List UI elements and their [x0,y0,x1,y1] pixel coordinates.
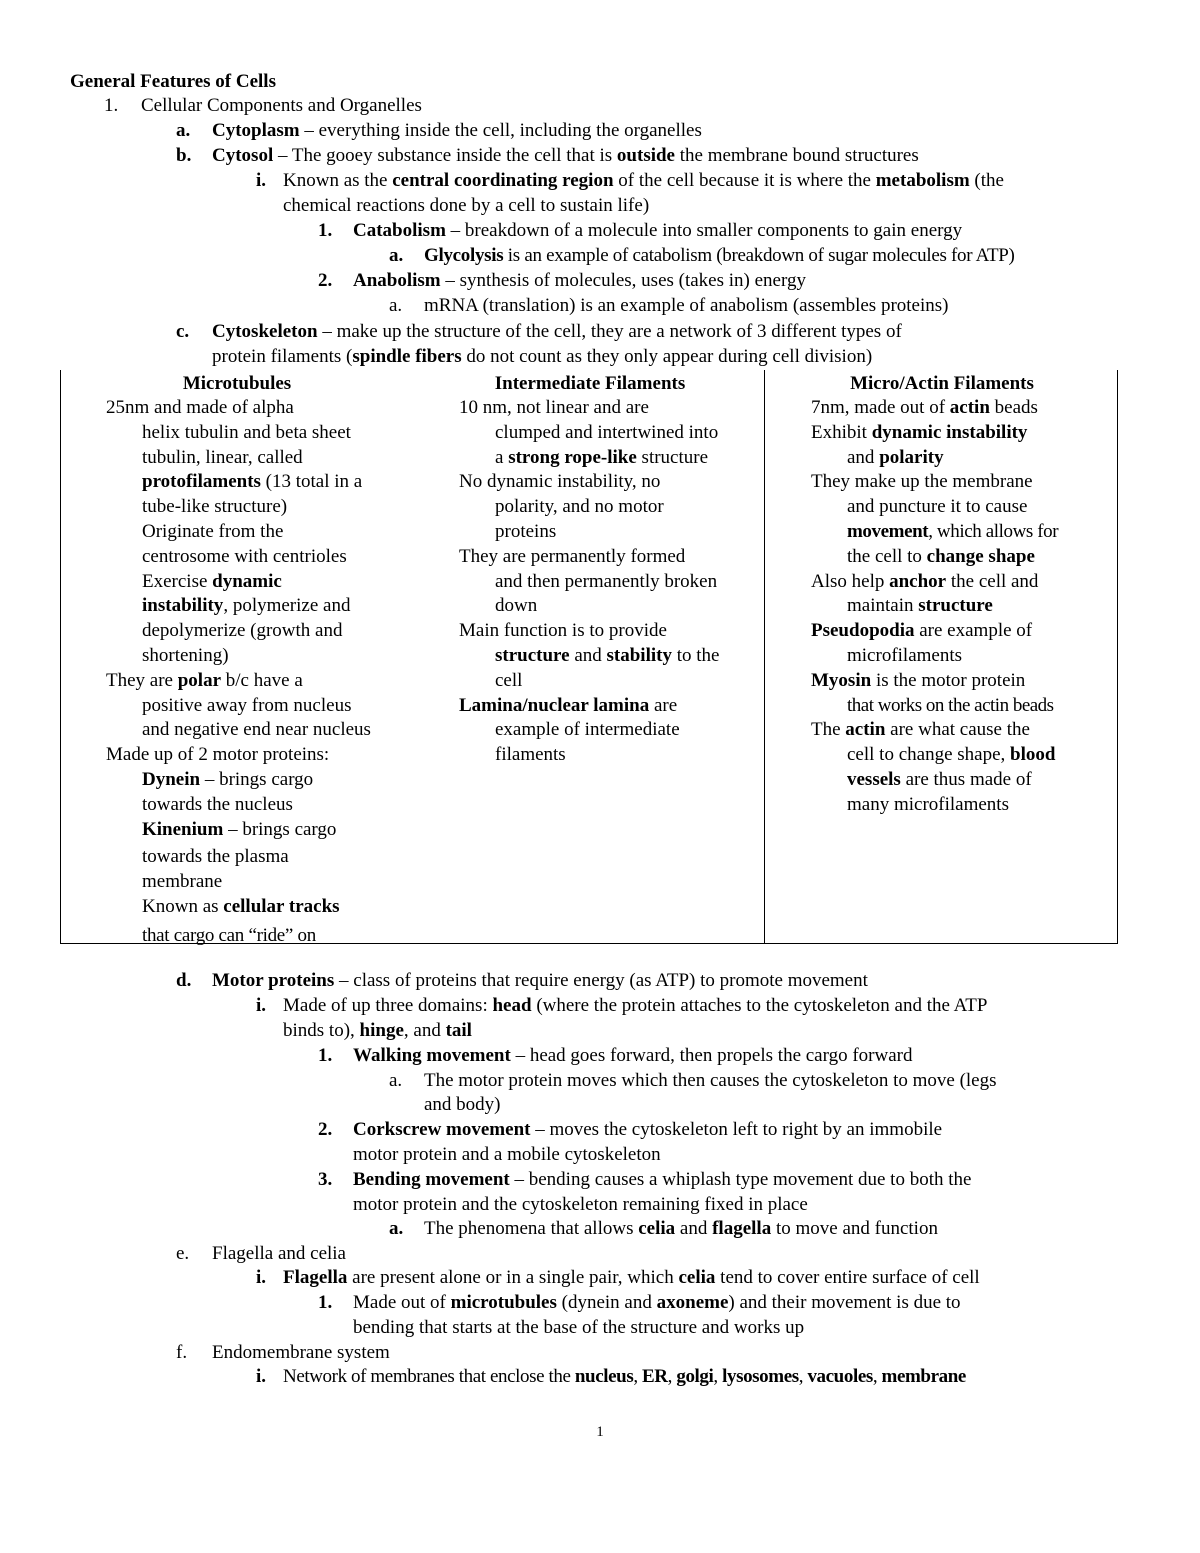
table-cell-line: The actin are what cause the [811,719,1030,741]
column-header: Intermediate Filaments [494,373,686,394]
page-number: 1 [596,1424,604,1440]
table-cell-line: Myosin is the motor protein [811,669,1026,691]
table-cell-line: protofilaments (13 total in a [142,471,363,493]
outline-item-corkscrew: Corkscrew movement – moves the cytoskeleton left to right by an immobile [353,1119,943,1140]
table-cell-line: cell [495,669,523,691]
table-cell-line: clumped and intertwined into [495,421,719,443]
list-marker: a. [176,120,191,141]
list-marker: 1. [318,1292,333,1313]
table-cell-line: structure and stability to the [495,644,720,666]
outline-item-catabolism: Catabolism – breakdown of a molecule into smaller components to gain energy [353,220,963,241]
table-cell-line: that cargo can “ride” on [142,924,316,946]
table-cell-line: movement, which allows for [847,520,1059,542]
table-cell-line: microfilaments [847,644,963,666]
outline-item-walking-a-cont: and body) [424,1094,501,1115]
list-marker: f. [176,1342,188,1363]
list-marker: 1. [318,1045,333,1066]
table-cell-line: helix tubulin and beta sheet [142,421,351,443]
table-cell-line: cell to change shape, blood [847,744,1056,766]
table-cell-line: 7nm, made out of actin beads [811,397,1038,418]
table-cell-line: a strong rope-like structure [495,446,709,468]
table-column-actin-filaments [811,372,1141,818]
table-cell-line: Exercise dynamic [142,570,282,592]
table-cell-line: polarity, and no motor [495,496,664,518]
outline-item-e-i-1-cont: bending that starts at the base of the structure and works up [353,1317,805,1338]
table-cell-line: Dynein – brings cargo [142,768,314,790]
table-cell-line: and negative end near nucleus [142,719,371,741]
table-cell-line: vessels are thus made of [847,768,1032,790]
table-cell-line: and puncture it to cause [847,496,1028,518]
outline-item-mrna: mRNA (translation) is an example of anabolism (assembles proteins) [424,295,949,316]
table-cell-line: Kinenium – brings cargo [142,818,337,840]
outline-item-anabolism: Anabolism – synthesis of molecules, uses (takes in) energy [353,270,806,291]
page-title: General Features of Cells [70,71,276,92]
outline-item-d-i: Made of up three domains: head (where the protein attaches to the cytoskeleton and the ATP [283,995,988,1016]
outline-item-e: Flagella and celia [212,1243,346,1264]
outline-item-walking: Walking movement – head goes forward, then propels the cargo forward [353,1045,913,1066]
outline-item-bending: Bending movement – bending causes a whiplash type movement due to both the [353,1169,972,1190]
list-marker: d. [176,970,192,991]
table-cell-line: They are permanently formed [459,545,686,567]
table-cell-line: They are polar b/c have a [106,669,303,691]
list-marker: 1. [318,220,333,241]
list-marker: 1. [104,95,119,116]
outline-item-glycolysis: Glycolysis is an example of catabolism (breakdown of sugar molecules for ATP) [424,245,1015,266]
list-marker: i. [256,170,267,191]
table-cell-line: Also help anchor the cell and [811,570,1039,592]
table-cell-line: Lamina/nuclear lamina are [459,694,678,716]
table-cell-line: Exhibit dynamic instability [811,421,1028,443]
table-cell-line: membrane [142,871,223,893]
table-cell-line: instability, polymerize and [142,595,351,617]
list-marker: 3. [318,1169,333,1190]
outline-item-e-i-1: Made out of microtubules (dynein and axoneme) and their movement is due to [353,1292,961,1313]
outline-item-1: Cellular Components and Organelles [141,95,422,116]
outline-item-a: Cytoplasm – everything inside the cell, including the organelles [212,120,702,141]
table-cell-line: and then permanently broken [495,570,718,592]
column-header: Micro/Actin Filaments [850,373,1034,394]
outline-item-d-i-cont: binds to), hinge, and tail [283,1020,472,1041]
table-cell-line: 10 nm, not linear and are [459,397,649,418]
table-cell-line: filaments [495,744,566,766]
table-cell-line: that works on the actin beads [847,694,1054,716]
table-cell-line: example of intermediate [495,719,680,741]
table-cell-line: 25nm and made of alpha [106,397,294,418]
table-cell-line: tubulin, linear, called [142,446,303,468]
outline-item-corkscrew-cont: motor protein and a mobile cytoskeleton [353,1144,661,1165]
outline-item-walking-a: The motor protein moves which then causes the cytoskeleton to move (legs [424,1070,997,1091]
column-header: Microtubules [182,373,292,394]
outline-item-bending-cont: motor protein and the cytoskeleton remaining fixed in place [353,1194,808,1215]
outline-item-f: Endomembrane system [212,1342,390,1363]
outline-item-d: Motor proteins – class of proteins that require energy (as ATP) to promote movement [212,970,868,991]
table-cell-line: Made up of 2 motor proteins: [106,744,330,766]
outline-item-e-i: Flagella are present alone or in a single pair, which celia tend to cover entire surface of cell [283,1267,980,1288]
list-marker: a. [389,295,403,316]
list-marker: i. [256,1366,267,1387]
table-cell-line: Pseudopodia are example of [811,620,1033,642]
table-cell-line: and polarity [847,446,944,468]
outline-item-c-cont: protein filaments (spindle fibers do not count as they only appear during cell division) [212,346,873,367]
table-cell-line: down [495,595,538,617]
outline-item-b-i: Known as the central coordinating region of the cell because it is where the metabolism (the [283,170,1004,191]
table-cell-line: centrosome with centrioles [142,545,347,567]
list-marker: c. [176,321,190,342]
list-marker: e. [176,1243,190,1264]
table-cell-line: shortening) [142,644,229,666]
list-marker: i. [256,1267,267,1288]
table-cell-line: Main function is to provide [459,620,667,642]
list-marker: a. [389,245,404,266]
outline-item-b: Cytosol – The gooey substance inside the cell that is outside the membrane bound structures [212,145,919,166]
table-cell-line: towards the nucleus [142,793,293,815]
table-cell-line: the cell to change shape [847,545,1035,567]
list-marker: i. [256,995,267,1016]
table-column-intermediate-filaments [459,372,789,768]
table-cell-line: tube-like structure) [142,496,288,518]
table-column-microtubules [106,372,436,949]
table-cell-line: They make up the membrane [811,471,1033,493]
list-marker: b. [176,145,192,166]
outline-item-bending-a: The phenomena that allows celia and flagella to move and function [424,1218,938,1239]
outline-item-b-i-cont: chemical reactions done by a cell to sustain life) [283,195,650,216]
list-marker: a. [389,1070,403,1091]
table-cell-line: Known as cellular tracks [142,895,340,917]
table-cell-line: depolymerize (growth and [142,620,343,642]
table-cell-line: maintain structure [847,595,993,617]
outline-item-f-i: Network of membranes that enclose the nucleus, ER, golgi, lysosomes, vacuoles, membrane [283,1366,966,1387]
table-cell-line: towards the plasma [142,846,289,868]
table-cell-line: proteins [495,520,557,542]
list-marker: 2. [318,270,333,291]
table-cell-line: No dynamic instability, no [459,471,661,493]
table-cell-line: many microfilaments [847,793,1009,815]
table-cell-line: Originate from the [142,520,284,542]
list-marker: a. [389,1218,404,1239]
outline-item-c: Cytoskeleton – make up the structure of the cell, they are a network of 3 different types of [212,321,902,342]
list-marker: 2. [318,1119,333,1140]
table-cell-line: positive away from nucleus [142,694,352,716]
